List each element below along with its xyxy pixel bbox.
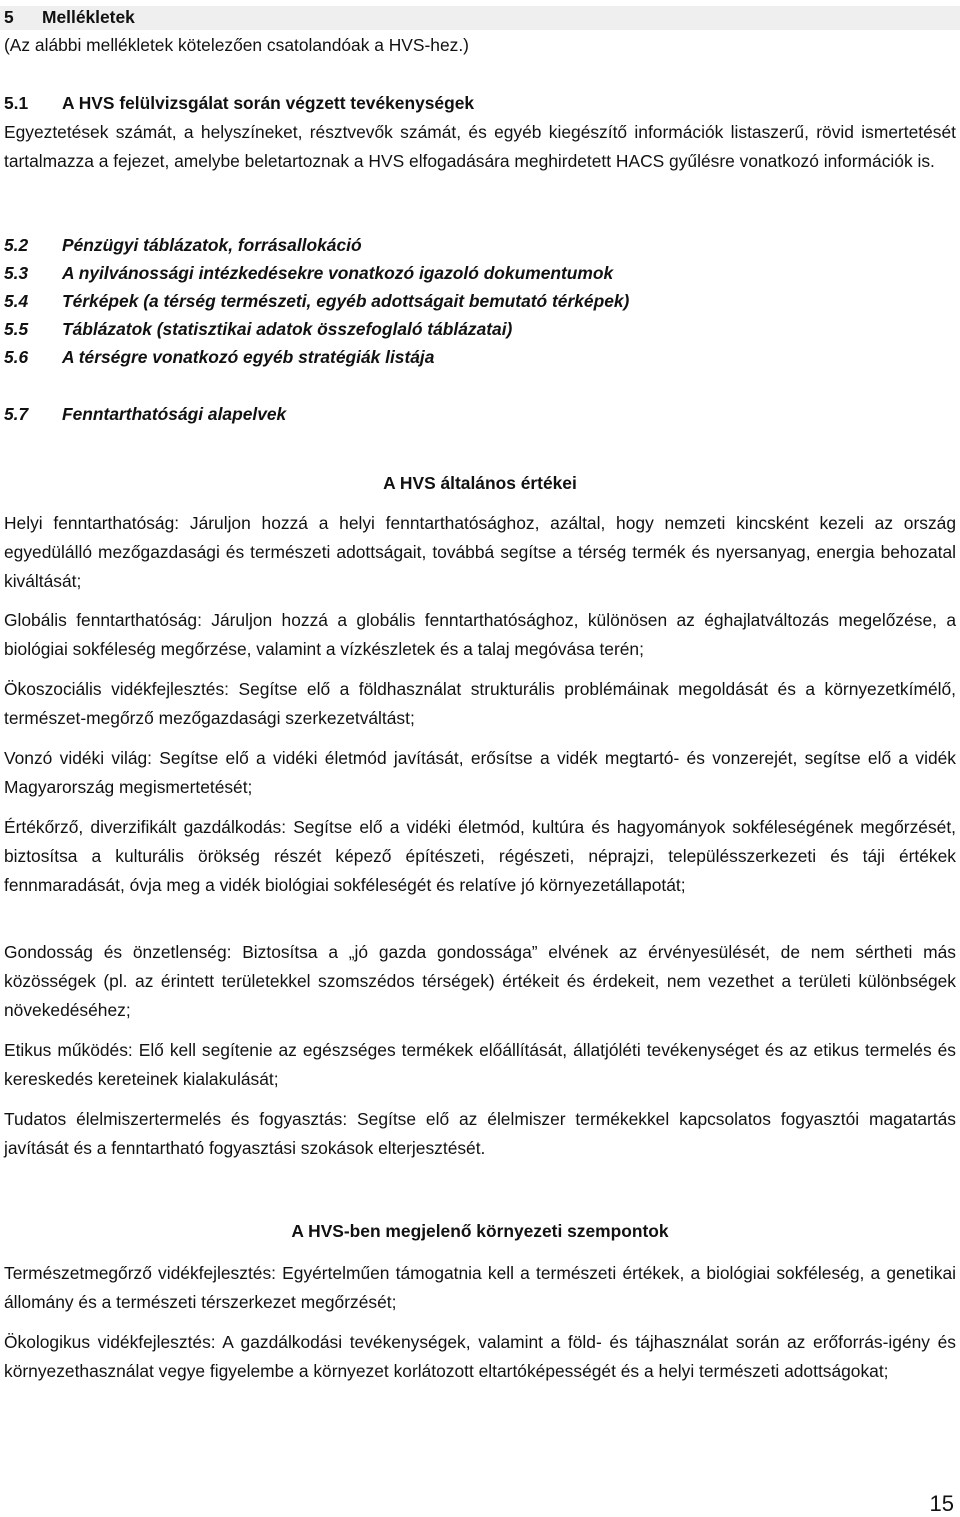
section-title: Térképek (a térség természeti, egyéb adottságait bemutató térképek) (62, 291, 630, 311)
value-paragraph-ecosocial: Ökoszociális vidékfejlesztés: Segítse elő a földhasználat strukturális problémáinak megoldását és a környezetkímélő, természet-megőrző mezőgazdasági szerkezetváltást; (4, 679, 956, 728)
chapter-subtitle: (Az alábbi mellékletek kötelezően csatolandóak a HVS-hez.) (4, 35, 469, 55)
env-paragraph-nature: Természetmegőrző vidékfejlesztés: Egyértelműen támogatnia kell a természeti értékek, a biológiai sokféleség, a genetikai állomány és a természeti térszerkezet megőrzését; (4, 1263, 956, 1312)
chapter-title: Mellékletek (42, 7, 135, 27)
env-heading: A HVS-ben megjelenő környezeti szempontok (291, 1221, 669, 1241)
section-5-7-heading (4, 400, 286, 429)
value-paragraph-ethics: Etikus működés: Elő kell segítenie az egészséges termékek előállítását, állatjóléti tevékenységet és az etikus termelés és kereskedés kereteinek kialakulását; (4, 1040, 956, 1089)
section-number: 5.3 (4, 263, 29, 283)
section-5-5-heading (4, 315, 512, 344)
section-5-4-heading (4, 287, 629, 316)
chapter-heading (4, 3, 135, 32)
section-5-2-heading (4, 231, 362, 260)
value-paragraph-global: Globális fenntarthatóság: Járuljon hozzá a globális fenntarthatósághoz, különösen az éghajlatváltozás megelőzése, a biológiai sokféleség megőrzése, valamint a vízkészletek és a talaj megóvása terén; (4, 610, 956, 659)
chapter-number: 5 (4, 7, 14, 27)
section-title: Fenntarthatósági alapelvek (62, 404, 287, 424)
section-number: 5.4 (4, 291, 29, 311)
value-paragraph-diversified: Értékőrző, diverzifikált gazdálkodás: Segítse elő a vidéki életmód, kultúra és hagyományok sokféleségének megőrzését, biztosítsa a kulturális örökség részét képező építészeti, régészeti, néprajzi, településszerkezeti és táji értékek fennmaradását, óvja meg a vidék biológiai sokféleségét és relatíve jó környezetállapotát; (4, 817, 956, 895)
values-heading: A HVS általános értékei (383, 473, 577, 493)
value-paragraph-consumption: Tudatos élelmiszertermelés és fogyasztás: Segítse elő az élelmiszer termékekkel kapcsolatos fogyasztói magatartás javítását és a fenntartható fogyasztási szokások elterjesztését. (4, 1109, 956, 1158)
value-paragraph-care: Gondosság és önzetlenség: Biztosítsa a „jó gazda gondossága” elvének az érvényesülését, de nem sértheti más közösségek (pl. az érintett területekkel szomszédos térségek) értékeit és érdekeit, nem vezethet a területi különbségek növekedéséhez; (4, 942, 956, 1020)
section-number: 5.6 (4, 347, 29, 367)
value-paragraph-local: Helyi fenntarthatóság: Járuljon hozzá a helyi fenntarthatósághoz, azáltal, hogy nemzeti kincsként kezeli az ország egyedülálló mezőgazdasági és természeti adottságait, továbbá segítse a térség termék és nyersanyag, energia behozatal kiváltását; (4, 513, 956, 591)
section-title: A nyilvánossági intézkedésekre vonatkozó igazoló dokumentumok (62, 263, 614, 283)
section-number: 5.7 (4, 404, 29, 424)
section-5-1-number: 5.1 (4, 93, 29, 113)
section-title: A térségre vonatkozó egyéb stratégiák listája (62, 347, 435, 367)
section-title: Táblázatok (statisztikai adatok összefoglaló táblázatai) (62, 319, 513, 339)
heading-band (0, 6, 960, 30)
section-5-1-title: A HVS felülvizsgálat során végzett tevékenységek (62, 93, 475, 113)
section-number: 5.5 (4, 319, 29, 339)
value-paragraph-rural: Vonzó vidéki világ: Segítse elő a vidéki életmód javítását, erősítse a vidék megtartó- és vonzerejét, segítse elő a vidék Magyarország megismertetését; (4, 748, 956, 797)
env-paragraph-ecological: Ökologikus vidékfejlesztés: A gazdálkodási tevékenységek, valamint a föld- és tájhasználat során az erőforrás-igény és környezethasználat vegye figyelembe a környezet korlátozott eltartóképességét és a helyi természeti adottságokat; (4, 1332, 956, 1381)
section-5-6-heading (4, 343, 434, 372)
section-5-1-heading (4, 89, 474, 118)
section-number: 5.2 (4, 235, 29, 255)
section-title: Pénzügyi táblázatok, forrásallokáció (62, 235, 362, 255)
section-5-3-heading (4, 259, 613, 288)
page-number: 15 (929, 1491, 954, 1516)
section-5-1-body: Egyeztetések számát, a helyszíneket, résztvevők számát, és egyéb kiegészítő információk listaszerű, rövid ismertetését tartalmazza a fejezet, amelybe beletartoznak a HVS elfogadására meghirdetett HACS gyűlésre vonatkozó információk is. (4, 122, 956, 171)
